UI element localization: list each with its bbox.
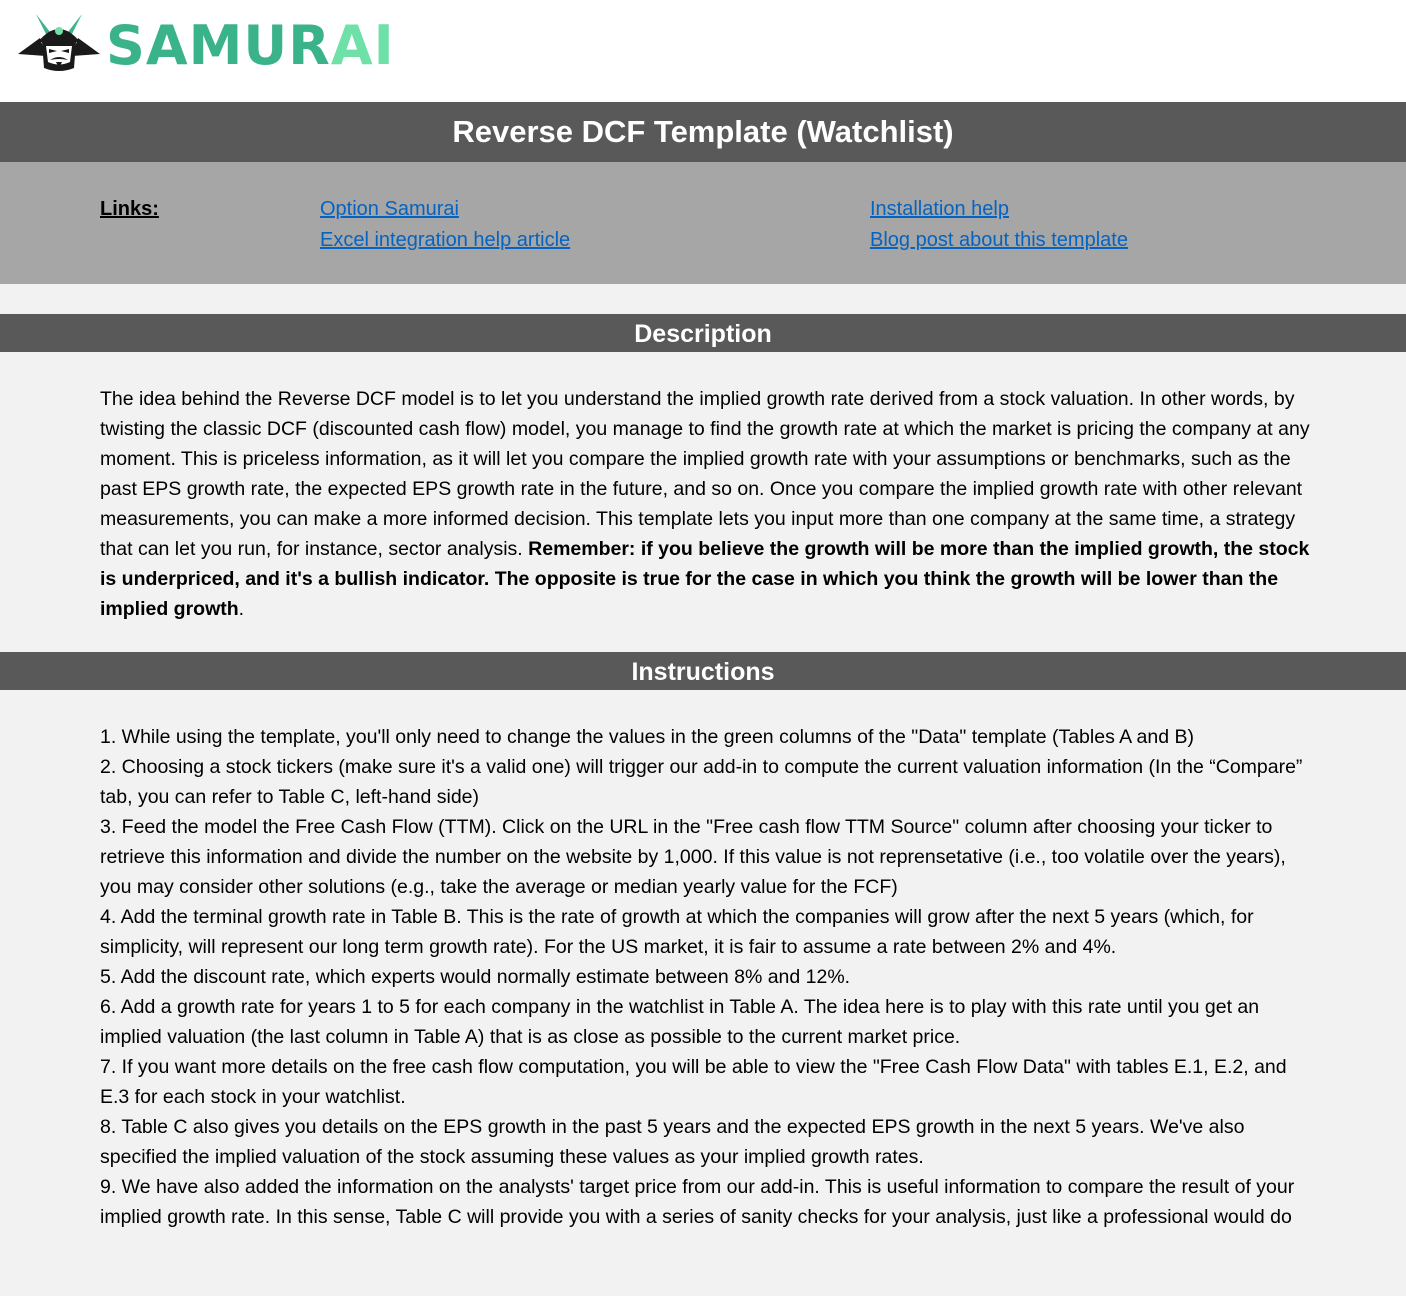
samurai-helmet-icon: [16, 12, 102, 74]
instruction-item: 8. Table C also gives you details on the EPS growth in the past 5 years and the expected EPS growth in the next 5 years. We've also specified the implied valuation of the stock assuming these values as your implied growth rates.: [100, 1116, 1245, 1168]
links-label: Links:: [100, 198, 159, 220]
instruction-item: 4. Add the terminal growth rate in Table B. This is the rate of growth at which the companies will grow after the next 5 years (which, for simplicity, will represent our long term growth rate). For the US market, it is fair to assume a rate between 2% and 4%.: [100, 906, 1254, 958]
description-text: [100, 384, 1310, 624]
instruction-item: 7. If you want more details on the free cash flow computation, you will be able to view the "Free Cash Flow Data" with tables E.1, E.2, and E.3 for each stock in your watchlist.: [100, 1056, 1287, 1108]
description-body: The idea behind the Reverse DCF model is to let you understand the implied growth rate derived from a stock valuation. In other words, by twisting the classic DCF (discounted cash flow) model, you manage to find the growth rate at which the market is pricing the company at any moment. This is priceless information, as it will let you compare the implied growth rate with your assumptions or benchmarks, such as the past EPS growth rate, the expected EPS growth rate in the future, and so on. Once you compare the implied growth rate with other relevant measurements, you can make a more informed decision. This template lets you input more than one company at the same time, a strategy that can let you run, for instance, sector analysis.: [100, 388, 1310, 560]
instruction-item: 1. While using the template, you'll only need to change the values in the green columns of the "Data" template (Tables A and B): [100, 726, 1194, 748]
instructions-heading: Instructions: [0, 652, 1406, 690]
page-title: Reverse DCF Template (Watchlist): [0, 102, 1406, 162]
logo-area: [0, 0, 1406, 102]
instruction-item: 5. Add the discount rate, which experts would normally estimate between 8% and 12%.: [100, 966, 851, 988]
instruction-item: 2. Choosing a stock tickers (make sure it's a valid one) will trigger our add-in to compute the current valuation information (In the “Compare” tab, you can refer to Table C, left-hand side): [100, 756, 1303, 808]
links-panel: [0, 162, 1406, 284]
instructions-list: [100, 722, 1310, 1232]
brand-logo-text: [106, 12, 395, 80]
brand-accent: AI: [330, 14, 395, 77]
excel-integration-help-link[interactable]: Excel integration help article: [320, 229, 571, 251]
instruction-item: 3. Feed the model the Free Cash Flow (TTM). Click on the URL in the "Free cash flow TTM Source" column after choosing your ticker to retrieve this information and divide the number on the website by 1,000. If this value is not reprensetative (i.e., too volatile over the years), you may consider other solutions (e.g., take the average or median yearly value for the FCF): [100, 816, 1286, 898]
blog-post-link[interactable]: Blog post about this template: [870, 229, 1128, 251]
installation-help-link[interactable]: Installation help: [870, 198, 1009, 220]
instruction-item: 6. Add a growth rate for years 1 to 5 for each company in the watchlist in Table A. The idea here is to play with this rate until you get an implied valuation (the last column in Table A) that is as close as possible to the current market price.: [100, 996, 1260, 1048]
instruction-item: 9. We have also added the information on the analysts' target price from our add-in. This is useful information to compare the result of your implied growth rate. In this sense, Table C will provide you with a series of sanity checks for your analysis, just like a professional would do: [100, 1176, 1295, 1228]
description-end: .: [238, 598, 245, 620]
description-heading: Description: [0, 314, 1406, 352]
brand-main: SAMUR: [106, 14, 331, 77]
option-samurai-link[interactable]: Option Samurai: [320, 198, 459, 220]
description-bold-note: Remember: if you believe the growth will be more than the implied growth, the stock is underpriced, and it's a bullish indicator. The opposite is true for the case in which you think the growth will be lower than the implied growth: [100, 538, 1310, 620]
